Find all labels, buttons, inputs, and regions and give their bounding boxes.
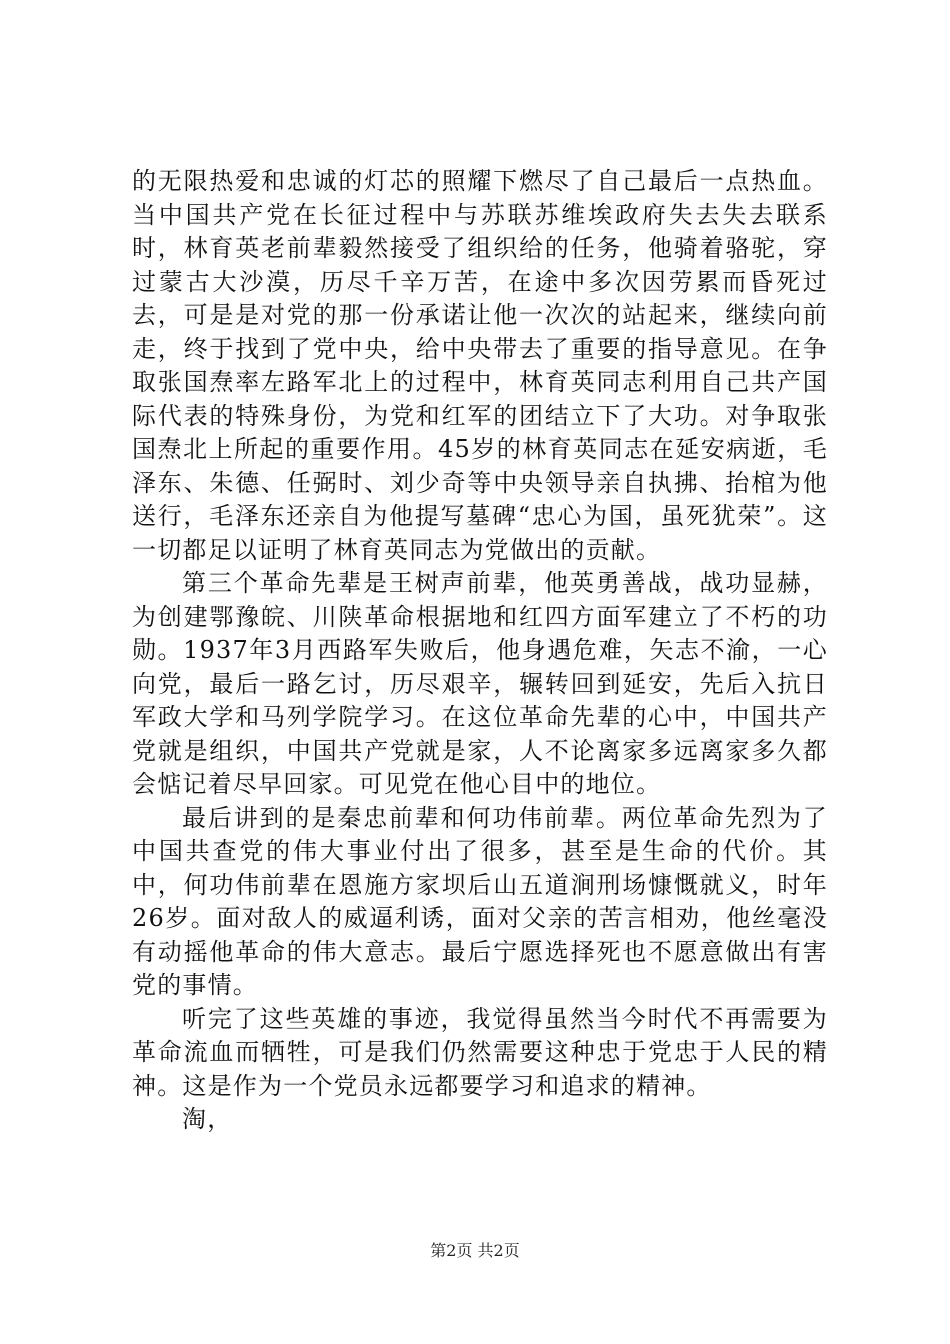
paragraph-5: 淘， bbox=[182, 1105, 233, 1133]
paragraph-1: 的无限热爱和忠诚的灯芯的照耀下燃尽了自己最后一点热血。当中国共产党在长征过程中与苏联苏维埃政府失去失去联系时，林育英老前辈毅然接受了组织给的任务，他骑着骆驼，穿过蒙古大沙漠，历尽千辛万苦，在途中多次因劳累而昏死过去，可是是对党的那一份承诺让他一次次的站起来，继续向前走，终于找到了党中央，给中央带去了重要的指导意见。在争取张国焘率左路军北上的过程中，林育英同志利用自己共产国际代表的特殊身份，为党和红军的团结立下了大功。对争取张国焘北上所起的重要作用。45岁的林育英同志在延安病逝，毛泽东、朱德、任弼时、刘少奇等中央领导亲自执拂、抬棺为他送行，毛泽东还亲自为他提写墓碑“忠心为国，虽死犹荣”。这一切都足以证明了林育英同志为党做出的贡献。 bbox=[132, 167, 828, 564]
paragraph-3: 最后讲到的是秦忠前辈和何功伟前辈。两位革命先烈为了中国共查党的伟大事业付出了很多，甚至是生命的代价。其中，何功伟前辈在恩施方家坝后山五道涧刑场慷慨就义，时年26岁。面对敌人的威逼利诱，面对父亲的苦言相劝，他丝毫没有动摇他革命的伟大意志。最后宁愿选择死也不愿意做出有害党的事情。 bbox=[132, 803, 828, 999]
page-number-footer: 第2页 共2页 bbox=[430, 1241, 520, 1260]
document-body bbox=[132, 165, 828, 1137]
paragraph-2: 第三个革命先辈是王树声前辈，他英勇善战，战功显赫，为创建鄂豫皖、川陕革命根据地和红四方面军建立了不朽的功勋。1937年3月西路军失败后，他身遇危难，矢志不渝，一心向党，最后一路乞讨，历尽艰辛，辗转回到延安，先后入抗日军政大学和马列学院学习。在这位革命先辈的心中，中国共产党就是组织，中国共产党就是家，人不论离家多远离家多久都会惦记着尽早回家。可见党在他心目中的地位。 bbox=[132, 569, 828, 798]
paragraph-4: 听完了这些英雄的事迹，我觉得虽然当今时代不再需要为革命流血而牺牲，可是我们仍然需要这种忠于党忠于人民的精神。这是作为一个党员永远都要学习和追求的精神。 bbox=[132, 1004, 828, 1100]
